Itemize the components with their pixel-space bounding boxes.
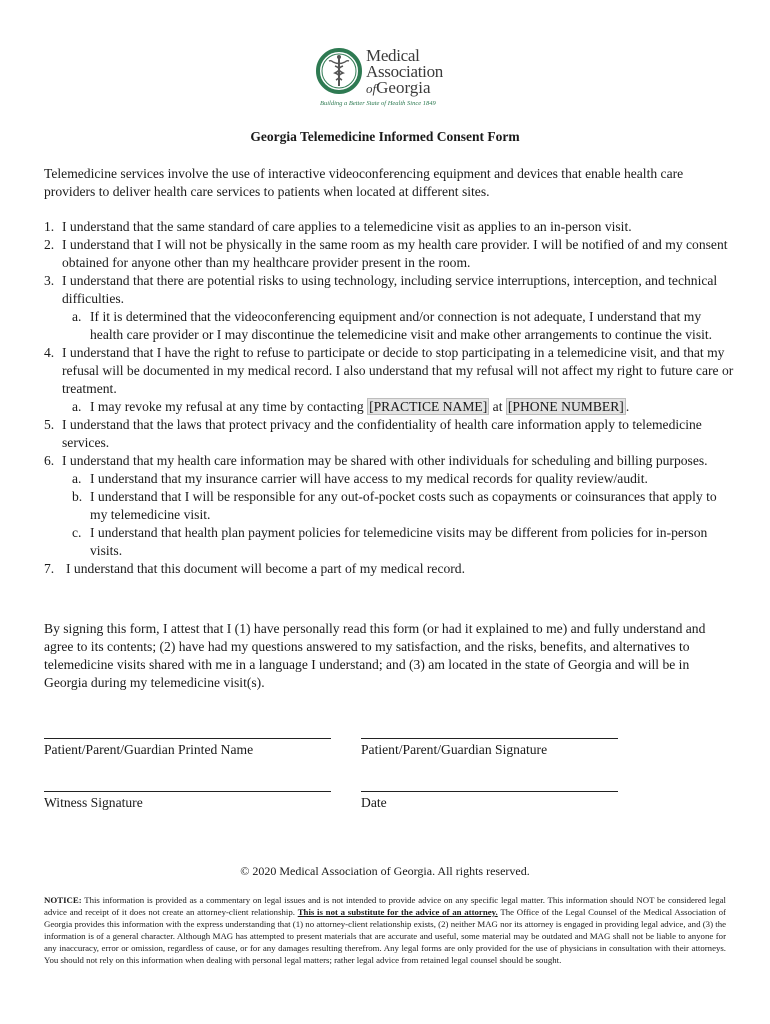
sub-item: a. I may revoke my refusal at any time by contacting [PRACTICE NAME] at [PHONE NUMBER] .: [72, 399, 630, 414]
logo-wordmark: [366, 48, 443, 97]
signature-line[interactable]: [361, 738, 618, 739]
list-item: 5. I understand that the laws that protect privacy and the confidentiality of health care information apply to telemedicine services.: [44, 417, 702, 450]
sub-item: a. I understand that my insurance carrier will have access to my medical records for quality review/audit.: [72, 471, 648, 486]
date-label: Date: [361, 795, 387, 810]
legal-notice: NOTICE: This information is provided as a commentary on legal issues and is not intended to provide advice on any specific legal matter. This information should NOT be considered legal advice and receipt of it does not create an attorney-client relationship. This is not a substitute for the advice of an attorney. The Office of the Legal Counsel of the Medical Association of Georgia provides this information with the express understanding that (1) no attorney-client relationship exists, (2) neither MAG nor its attorney is engaged in providing legal advice, and (3) the information is of a general character. Although MAG has attempted to present materials that are accurate and useful, some material may be outdated and MAG shall not be liable to anyone for any inaccuracy, error or omission, regardless of cause, or for any damages resulting therefrom. Any legal forms are only provided for the use of physicians in consultation with their attorneys. You should not rely on this information when dealing with personal legal matters; rather legal advice from retained legal counsel should be sought.: [44, 895, 726, 966]
signature-label: Patient/Parent/Guardian Signature: [361, 742, 548, 757]
form-title: Georgia Telemedicine Informed Consent Form: [250, 129, 520, 144]
logo-word-georgia: ofGeorgia: [366, 78, 431, 97]
phone-number-field[interactable]: [PHONE NUMBER]: [507, 399, 624, 414]
logo-word-medical: Medical: [366, 46, 420, 65]
printed-name-label: Patient/Parent/Guardian Printed Name: [44, 742, 254, 757]
list-item: 6. I understand that my health care information may be shared with other individuals for scheduling and billing purposes.: [44, 453, 708, 468]
sub-item: a. If it is determined that the videoconferencing equipment and/or connection is not adequate, I understand that my health care provider or I may discontinue the telemedicine visit and make other arrangements to continue the visit.: [72, 309, 713, 342]
consent-list: [44, 218, 734, 578]
list-item: 7. I understand that this document will become a part of my medical record.: [44, 561, 465, 576]
list-item: 1. I understand that the same standard of care applies to a telemedicine visit as applies to an in-person visit.: [44, 219, 632, 234]
printed-name-line[interactable]: [44, 738, 331, 739]
intro-paragraph: Telemedicine services involve the use of interactive videoconferencing equipment and devices that enable health care providers to deliver health care services to patients when located at different sites.: [44, 166, 684, 199]
list-item: 4. I understand that I have the right to refuse to participate or decide to stop participating in a telemedicine visit, and that my refusal will be documented in my medical record. I also understand that my refusal will not affect my right to future care or treatment.: [44, 345, 734, 396]
mag-logo: [316, 46, 466, 110]
logo-tagline: Building a Better State of Health Since 1849: [320, 100, 436, 107]
witness-signature-line[interactable]: [44, 791, 331, 792]
attestation-paragraph: By signing this form, I attest that I (1) have personally read this form (or had it explained to me) and fully understand and agree to its contents; (2) have had my questions answered to my satisfaction, and the risks, benefits, and alternatives to telemedicine visits shared with me in a language I understand; and (3) am located in the state of Georgia and will be in Georgia during my telemedicine visit(s).: [44, 621, 706, 690]
list-item: 3. I understand that there are potential risks to using technology, including service interruptions, interception, and technical difficulties.: [44, 273, 718, 306]
copyright: © 2020 Medical Association of Georgia. All rights reserved.: [240, 864, 530, 878]
sub-item: b. I understand that I will be responsible for any out-of-pocket costs such as copayments or coinsurances that apply to my telemedicine visit.: [72, 489, 717, 522]
witness-signature-label: Witness Signature: [44, 795, 143, 810]
logo-word-association: Association: [366, 62, 443, 81]
list-item: 2. I understand that I will not be physically in the same room as my health care provider. I will be notified of and my consent obtained for anyone other than my healthcare provider present in the room.: [44, 237, 728, 270]
caduceus-seal-icon: [316, 48, 362, 94]
practice-name-field[interactable]: [PRACTICE NAME]: [369, 399, 488, 414]
date-line[interactable]: [361, 791, 618, 792]
sub-item: c. I understand that health plan payment policies for telemedicine visits may be different from policies for in-person visits.: [72, 525, 708, 558]
